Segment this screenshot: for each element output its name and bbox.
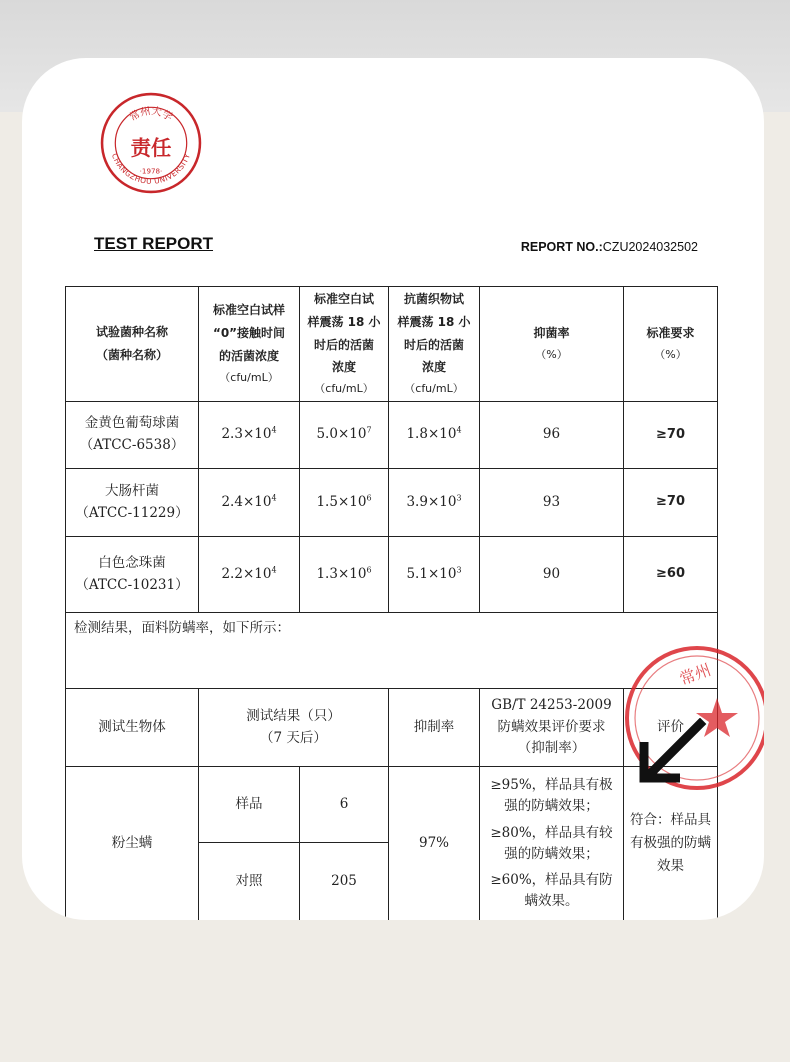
table-row: [66, 469, 718, 537]
header-evaluation: 评价: [624, 689, 718, 767]
header-inhibition-rate: 抑菌率 （%）: [480, 287, 624, 402]
header-strain: 试验菌种名称 （菌种名称）: [66, 287, 199, 402]
inhibition-rate: 90: [480, 537, 624, 613]
header-blank-0h: 标准空白试样 “0”接触时间 的活菌浓度 （cfu/mL）: [199, 287, 300, 402]
sample-label: 样品: [199, 767, 300, 843]
seal-arc-bottom: CHANGZHOU UNIVERSITY: [109, 152, 193, 186]
criteria-cell: ≥95%，样品具有极强的防螨效果； ≥80%，样品具有较强的防螨效果； ≥60%，样品具有防螨效果。: [480, 767, 624, 921]
control-label: 对照: [199, 843, 300, 921]
table-row: [66, 767, 718, 843]
conc-blank-18h: $1.5\times 10^6$: [300, 469, 389, 537]
report-title: TEST REPORT: [94, 234, 214, 253]
stamp-text: 常州: [676, 659, 714, 689]
strain-cell: 白色念珠菌 （ATCC-10231）: [66, 537, 199, 613]
table-note-row: [66, 613, 718, 689]
seal-year: ·1978·: [139, 166, 163, 176]
inhibition-rate: 96: [480, 402, 624, 469]
header-test-result: 测试结果（只） （7 天后）: [199, 689, 389, 767]
requirement: ≥70: [624, 402, 718, 469]
table-header-row: [66, 689, 718, 767]
conc-blank-0h: $2.2\times 10^4$: [199, 537, 300, 613]
header-requirement: 标准要求 （%）: [624, 287, 718, 402]
report-number-label: REPORT NO.:: [520, 240, 603, 254]
result-note: 检测结果，面料防螨率，如下所示：: [66, 613, 718, 689]
conc-antibacterial-18h: $1.8\times 10^4$: [389, 402, 480, 469]
university-seal-icon: [100, 92, 202, 194]
inhibition-rate: 93: [480, 469, 624, 537]
conc-blank-0h: $2.3\times 10^4$: [199, 402, 300, 469]
report-number: [521, 240, 698, 254]
organism-cell: 粉尘螨: [66, 767, 199, 921]
header-antibacterial-18h: 抗菌织物试 样震荡 18 小 时后的活菌 浓度 （cfu/mL）: [389, 287, 480, 402]
table-row: [66, 402, 718, 469]
header-blank-18h: 标准空白试 样震荡 18 小 时后的活菌 浓度 （cfu/mL）: [300, 287, 389, 402]
conc-antibacterial-18h: $5.1\times 10^3$: [389, 537, 480, 613]
conc-blank-18h: $5.0\times 10^7$: [300, 402, 389, 469]
arrow-down-left-icon: [634, 718, 710, 788]
seal-arc-top: 常州大学: [127, 106, 175, 124]
requirement: ≥60: [624, 537, 718, 613]
antibacterial-results-table: [65, 286, 718, 689]
header-inhibition: 抑制率: [389, 689, 480, 767]
anti-mite-results-table: [65, 688, 718, 920]
conc-blank-0h: $2.4\times 10^4$: [199, 469, 300, 537]
strain-cell: 金黄色葡萄球菌 （ATCC-6538）: [66, 402, 199, 469]
sample-value: 6: [300, 767, 389, 843]
evaluation-cell: 符合：样品具有极强的防螨效果: [624, 767, 718, 921]
control-value: 205: [300, 843, 389, 921]
header-organism: 测试生物体: [66, 689, 199, 767]
seal-center-text: 责任: [130, 136, 172, 161]
strain-cell: 大肠杆菌 （ATCC-11229）: [66, 469, 199, 537]
header-standard: GB/T 24253-2009 防螨效果评价要求 （抑制率）: [480, 689, 624, 767]
report-card: [22, 58, 764, 920]
inhibition-value: 97%: [389, 767, 480, 921]
table-row: [66, 537, 718, 613]
requirement: ≥70: [624, 469, 718, 537]
report-number-value: CZU2024032502: [602, 240, 698, 254]
conc-blank-18h: $1.3\times 10^6$: [300, 537, 389, 613]
table-header-row: [66, 287, 718, 402]
conc-antibacterial-18h: $3.9\times 10^3$: [389, 469, 480, 537]
